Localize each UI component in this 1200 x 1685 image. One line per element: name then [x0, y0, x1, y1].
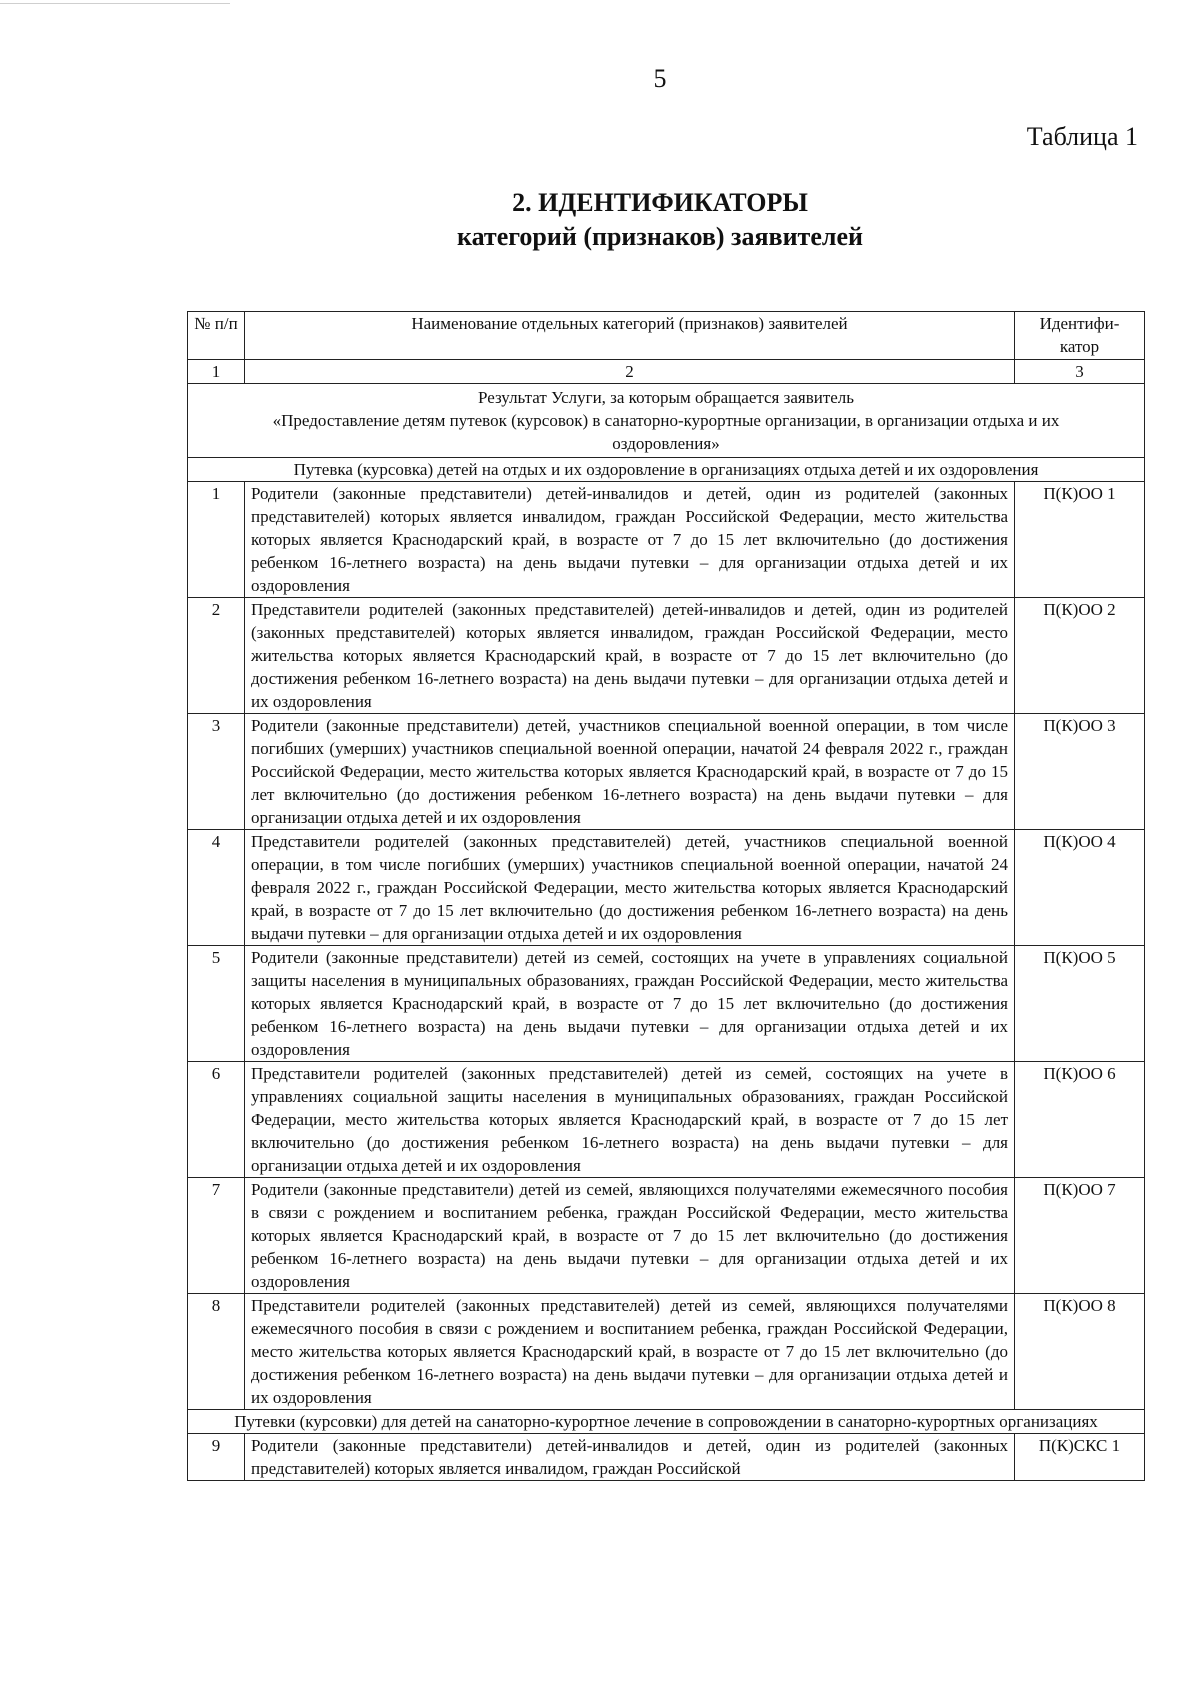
table-header-row [188, 312, 1145, 360]
column-number: 1 [188, 360, 245, 384]
row-description: Представители родителей (законных представителей) детей из семей, являющихся получателями ежемесячного пособия в связи с рождением и воспитанием ребенка, граждан Российской Федерации, место жительства которых является Краснодарский край, в возрасте от 7 до 15 лет включительно (до достижения ребенком 16-летнего возраста) на день выдачи путевки – для организации отдыха детей и их оздоровления [245, 1294, 1015, 1410]
row-identifier: П(К)ОО 4 [1015, 830, 1145, 946]
row-description: Представители родителей (законных представителей) детей из семей, состоящих на учете в управлениях социальной защиты населения в муниципальных образованиях, граждан Российской Федерации, место жительства которых является Краснодарский край, в возрасте от 7 до 15 лет включительно (до достижения ребенком 16-летнего возраста) на день выдачи путевки – для организации отдыха детей и их оздоровления [245, 1062, 1015, 1178]
row-number: 5 [188, 946, 245, 1062]
row-description: Родители (законные представители) детей из семей, являющихся получателями ежемесячного пособия в связи с рождением и воспитанием ребенка, граждан Российской Федерации, место жительства которых является Краснодарский край, в возрасте от 7 до 15 лет включительно (до достижения ребенком 16-летнего возраста) на день выдачи путевки – для организации отдыха детей и их оздоровления [245, 1178, 1015, 1294]
header-code: Идентифи-катор [1015, 312, 1145, 360]
section-row [188, 1410, 1145, 1434]
column-number-row [188, 360, 1145, 384]
result-title: Результат Услуги, за которым обращается заявитель [477, 388, 855, 407]
page-number: 5 [653, 64, 667, 93]
table-row [188, 830, 1145, 946]
section-title: Путевки (курсовки) для детей на санаторно-курортное лечение в сопровождении в санаторно-курортных организациях [188, 1410, 1145, 1434]
table-row [188, 598, 1145, 714]
table-row [188, 1178, 1145, 1294]
row-number: 7 [188, 1178, 245, 1294]
row-identifier: П(К)ОО 7 [1015, 1178, 1145, 1294]
table-label: Таблица 1 [1026, 122, 1138, 151]
heading-subtitle: категорий (признаков) заявителей [457, 222, 863, 251]
row-number: 1 [188, 482, 245, 598]
row-number: 8 [188, 1294, 245, 1410]
table-row [188, 1062, 1145, 1178]
row-identifier: П(К)ОО 2 [1015, 598, 1145, 714]
identifiers-table [187, 311, 1145, 1481]
result-block [188, 384, 1145, 458]
row-identifier: П(К)ОО 5 [1015, 946, 1145, 1062]
row-identifier: П(К)ОО 8 [1015, 1294, 1145, 1410]
section-heading [0, 186, 1200, 254]
column-number: 2 [245, 360, 1015, 384]
scan-artifact-line [0, 3, 230, 4]
row-identifier: П(К)СКС 1 [1015, 1434, 1145, 1481]
section-title: Путевка (курсовка) детей на отдых и их оздоровление в организациях отдыха детей и их оздоровления [188, 458, 1145, 482]
row-description: Представители родителей (законных представителей) детей-инвалидов и детей, один из родителей (законных представителей) которых является инвалидом, граждан Российской Федерации, место жительства которых является Краснодарский край, в возрасте от 7 до 15 лет включительно (до достижения ребенком 16-летнего возраста) на день выдачи путевки – для организации отдыха детей и их оздоровления [245, 598, 1015, 714]
row-number: 3 [188, 714, 245, 830]
row-identifier: П(К)ОО 1 [1015, 482, 1145, 598]
table-row [188, 946, 1145, 1062]
row-description: Представители родителей (законных представителей) детей, участников специальной военной операции, в том числе погибших (умерших) участников специальной военной операции, начатой 24 февраля 2022 г., граждан Российской Федерации, место жительства которых является Краснодарский край, в возрасте от 7 до 15 лет включительно (до достижения ребенком 16-летнего возраста) на день выдачи путевки – для организации отдыха детей и их оздоровления [245, 830, 1015, 946]
row-number: 2 [188, 598, 245, 714]
result-service-name: «Предоставление детям путевок (курсовок) в санаторно-курортные организации, в организации отдыха и их оздоровления» [272, 411, 1060, 453]
section-row [188, 458, 1145, 482]
header-num: № п/п [188, 312, 245, 360]
table-row [188, 482, 1145, 598]
row-description: Родители (законные представители) детей, участников специальной военной операции, в том числе погибших (умерших) участников специальной военной операции, начатой 24 февраля 2022 г., граждан Российской Федерации, место жительства которых является Краснодарский край, в возрасте от 7 до 15 лет включительно (до достижения ребенком 16-летнего возраста) на день выдачи путевки – для организации отдыха детей и их оздоровления [245, 714, 1015, 830]
column-number: 3 [1015, 360, 1145, 384]
row-number: 9 [188, 1434, 245, 1481]
row-identifier: П(К)ОО 3 [1015, 714, 1145, 830]
row-number: 6 [188, 1062, 245, 1178]
table-row [188, 714, 1145, 830]
table-row [188, 1294, 1145, 1410]
row-description: Родители (законные представители) детей-инвалидов и детей, один из родителей (законных представителей) которых является инвалидом, граждан Российской [245, 1434, 1015, 1481]
table-row [188, 1434, 1145, 1481]
row-description: Родители (законные представители) детей из семей, состоящих на учете в управлениях социальной защиты населения в муниципальных образованиях, граждан Российской Федерации, место жительства которых является Краснодарский край, в возрасте от 7 до 15 лет включительно (до достижения ребенком 16-летнего возраста) на день выдачи путевки – для организации отдыха детей и их оздоровления [245, 946, 1015, 1062]
header-name: Наименование отдельных категорий (признаков) заявителей [245, 312, 1015, 360]
result-block-row [188, 384, 1145, 458]
row-description: Родители (законные представители) детей-инвалидов и детей, один из родителей (законных представителей) которых является инвалидом, граждан Российской Федерации, место жительства которых является Краснодарский край, в возрасте от 7 до 15 лет включительно (до достижения ребенком 16-летнего возраста) на день выдачи путевки – для организации отдыха детей и их оздоровления [245, 482, 1015, 598]
row-identifier: П(К)ОО 6 [1015, 1062, 1145, 1178]
row-number: 4 [188, 830, 245, 946]
heading-title: 2. ИДЕНТИФИКАТОРЫ [512, 188, 808, 217]
